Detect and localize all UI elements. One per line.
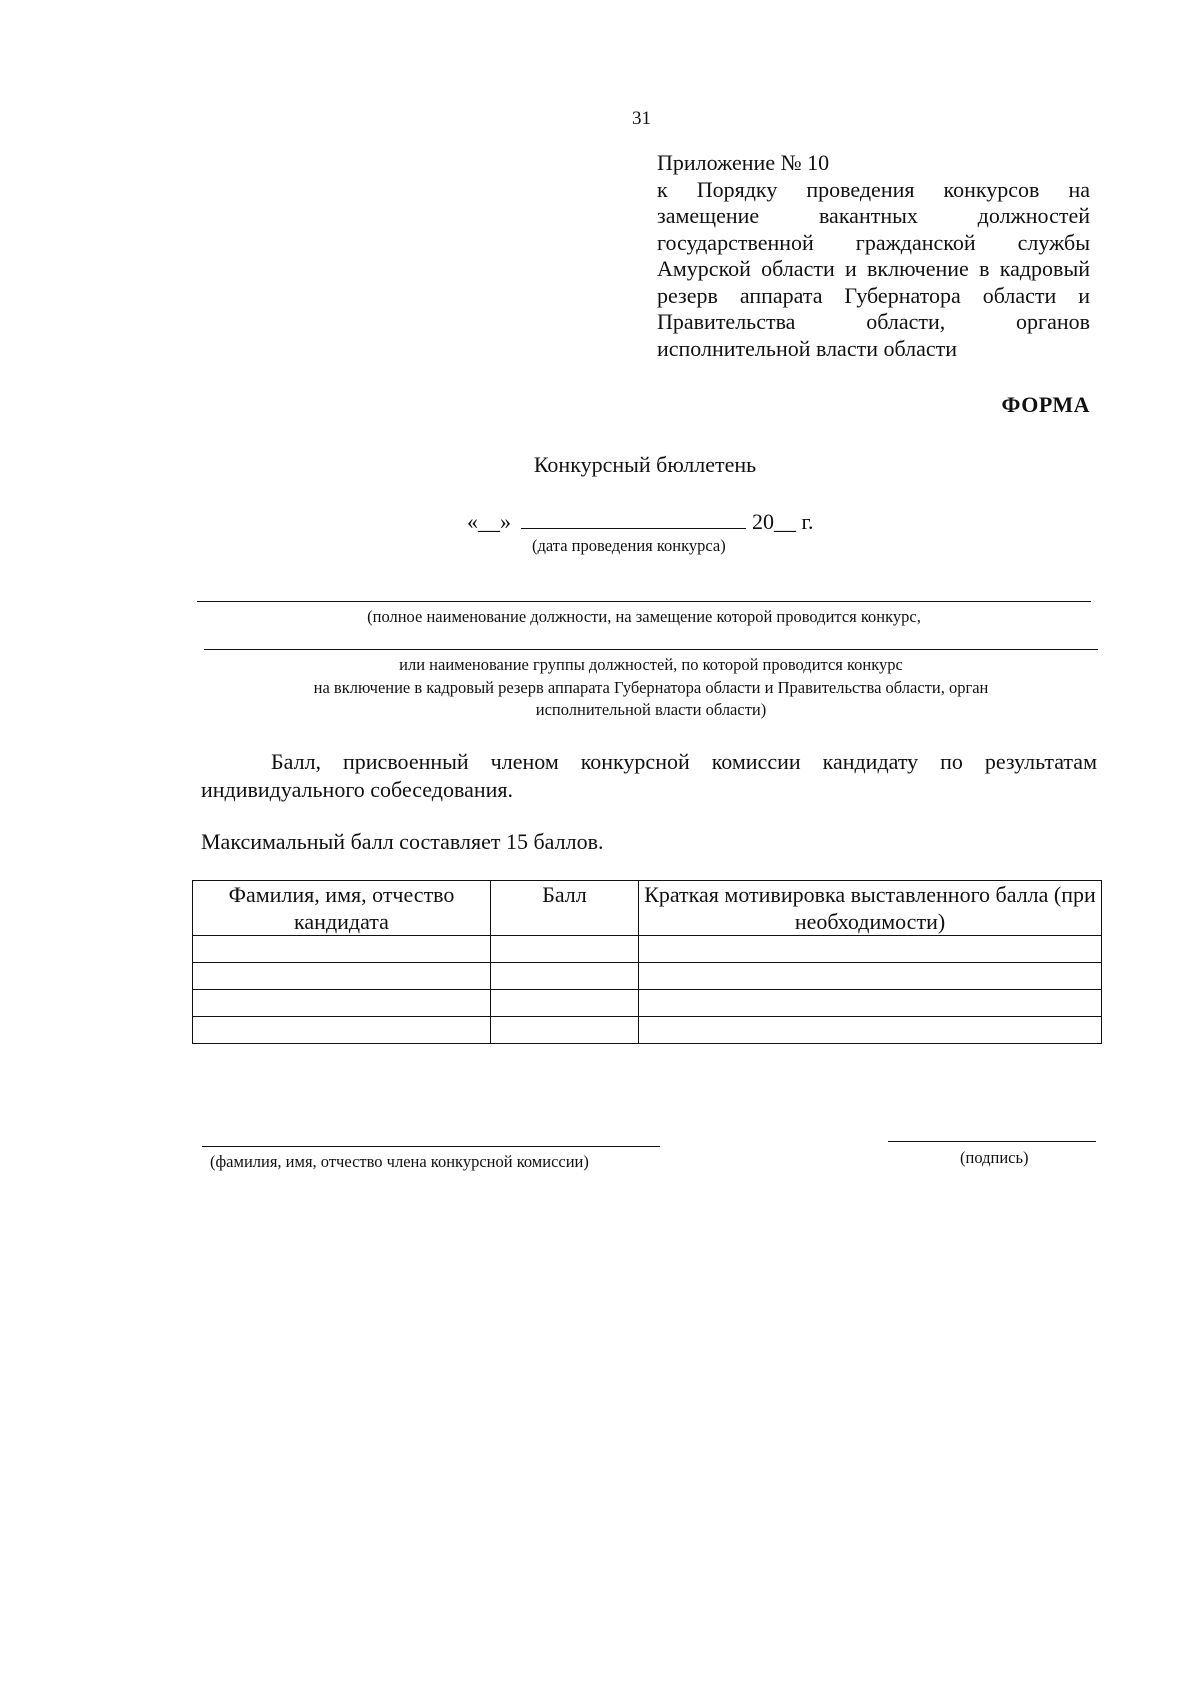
score-text: Балл, присвоенный членом конкурсной комиссии кандидату по результатам индивидуального собеседования. [201,749,1097,802]
cell-candidate-name[interactable] [193,963,491,990]
position-caption-2-line-2: на включение в кадровый резерв аппарата Губернатора области и Правительства области, орган [313,677,989,697]
position-line-2 [204,649,1098,650]
cell-score[interactable] [491,1017,639,1044]
cell-motivation[interactable] [639,936,1102,963]
table-row [193,936,1102,963]
max-score-text: Максимальный балл составляет 15 баллов. [201,829,604,854]
signature-line[interactable] [888,1141,1096,1142]
page-number: 31 [632,108,651,129]
signature-caption: (подпись) [960,1148,1029,1167]
date-day-quote: «__» [467,509,511,534]
header-motivation: Краткая мотивировка выставленного балла (при необходимости) [639,881,1102,936]
cell-score[interactable] [491,936,639,963]
position-line-1 [197,601,1091,602]
table-row [193,990,1102,1017]
cell-score[interactable] [491,990,639,1017]
cell-candidate-name[interactable] [193,1017,491,1044]
position-caption-2 [204,654,1098,722]
position-caption-2-line-1: или наименование группы должностей, по которой проводится конкурс [399,655,903,674]
cell-candidate-name[interactable] [193,936,491,963]
cell-candidate-name[interactable] [193,990,491,1017]
appendix-title: Приложение № 10 [657,150,830,175]
position-caption-1: (полное наименование должности, на замещение которой проводится конкурс, [367,607,921,626]
date-field [467,508,814,535]
cell-motivation[interactable] [639,990,1102,1017]
date-year: 20__ г. [752,509,814,534]
cell-motivation[interactable] [639,1017,1102,1044]
appendix-block [657,150,1090,362]
appendix-body: к Порядку проведения конкурсов на замещение вакантных должностей государственной гражданской службы Амурской области и включение в кадровый резерв аппарата Губернатора области и Правительства области, органов исполнительной власти области [657,176,1090,361]
table-row [193,963,1102,990]
cell-score[interactable] [491,963,639,990]
header-candidate-name: Фамилия, имя, отчество кандидата [193,881,491,936]
member-name-caption: (фамилия, имя, отчество члена конкурсной комиссии) [210,1152,589,1171]
max-score-paragraph [201,828,1097,856]
score-table [192,880,1102,1044]
date-month-blank [521,508,746,529]
date-caption: (дата проведения конкурса) [532,536,726,555]
table-header-row [193,881,1102,936]
member-name-line[interactable] [202,1146,660,1147]
table-row [193,1017,1102,1044]
cell-motivation[interactable] [639,963,1102,990]
score-paragraph [201,748,1097,804]
form-label: ФОРМА [1001,392,1090,417]
header-score: Балл [491,881,639,936]
position-caption-2-line-3: исполнительной власти области) [535,700,767,719]
bulletin-title: Конкурсный бюллетень [533,452,757,477]
